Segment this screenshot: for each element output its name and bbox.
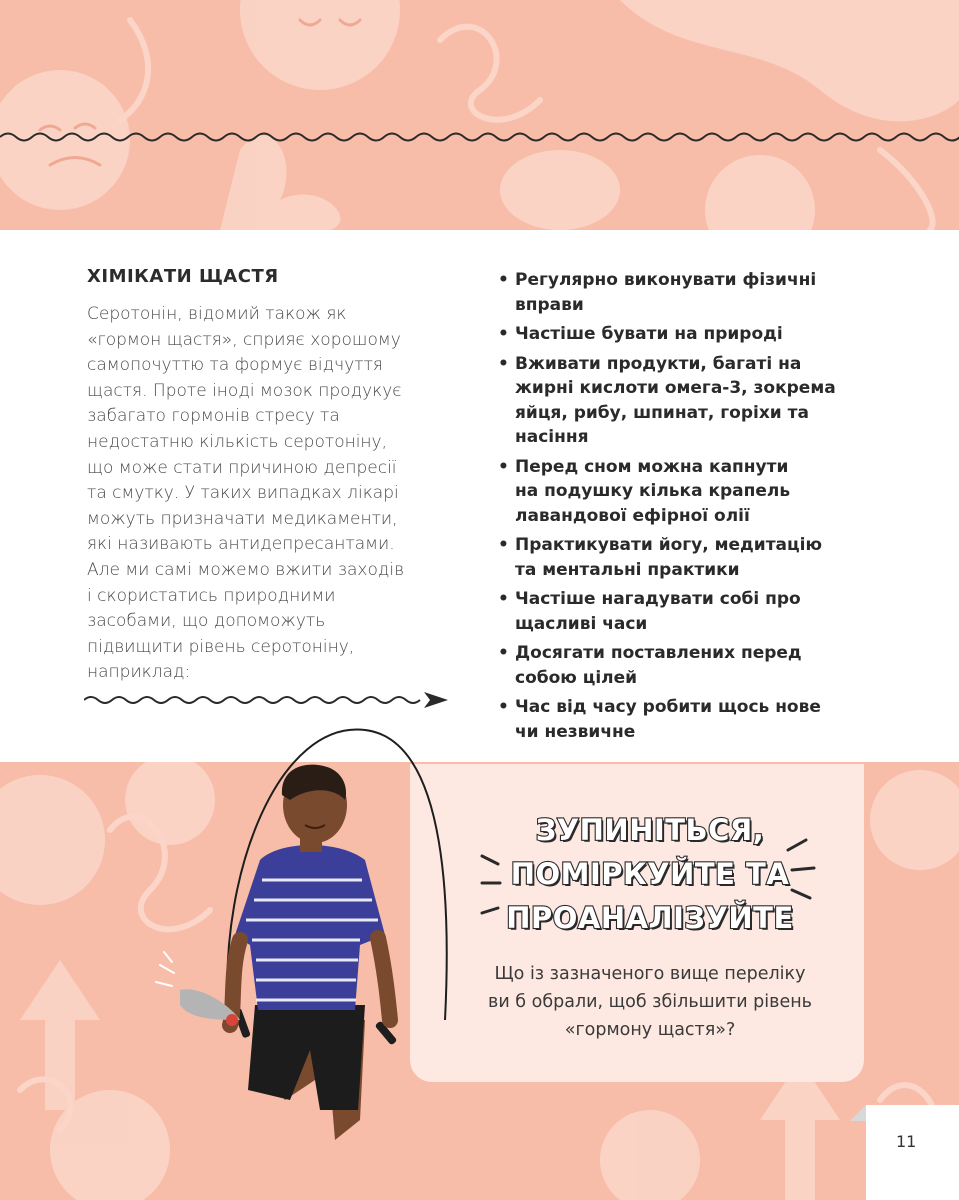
right-burst-lines-icon	[782, 832, 832, 922]
doodle-pattern-top	[0, 0, 959, 230]
list-item: • Частіше нагадувати собі про щасливі часи	[498, 587, 878, 636]
body-line: та смутку. У таких випадках лікарі	[87, 483, 399, 504]
body-line: Серотонін, відомий також як	[87, 304, 347, 324]
body-line: що може стати причиною депресії	[87, 457, 397, 478]
page-number-box	[866, 1105, 959, 1200]
page-corner-fold	[850, 1105, 866, 1121]
top-decorative-band	[0, 0, 959, 230]
list-item: • Перед сном можна капнути на подушку кілька крапель лавандової ефірної олії	[498, 455, 878, 529]
wavy-arrow-icon	[84, 688, 454, 712]
page-number: 11	[896, 1132, 917, 1151]
list-item: • Практикувати йогу, медитацію та ментальні практики	[498, 533, 878, 582]
jump-rope-boy-illustration	[150, 720, 470, 1160]
reflection-question: Що із зазначеного вище переліку ви б обрали, щоб збільшити рівень «гормону щастя»?	[488, 964, 812, 1040]
body-line: щастя. Проте іноді мозок продукує	[87, 380, 402, 401]
body-line: підвищити рівень серотоніну,	[87, 636, 355, 657]
list-item: • Вживати продукти, багаті на жирні кислоти омега-3, зокрема яйця, рибу, шпинат, горіхи та насіння	[498, 352, 878, 450]
body-line: і скористатись природними	[87, 585, 336, 606]
body-line: забагато гормонів стресу та	[87, 406, 340, 427]
body-line: які називають антидепресантами.	[87, 534, 395, 555]
body-line: недостатню кількість серотоніну,	[87, 431, 388, 452]
body-line: можуть призначати медикаменти,	[87, 508, 398, 529]
tips-list	[498, 268, 878, 749]
list-item: • Час від часу робити щось нове чи незвичне	[498, 695, 878, 744]
reflection-title: ЗУПИНІТЬСЯ, ПОМІРКУЙТЕ ТА ПРОАНАЛІЗУЙТЕ	[506, 813, 794, 935]
section-body	[87, 302, 459, 686]
list-item: • Регулярно виконувати фізичні вправи	[498, 268, 878, 317]
body-line: Але ми самі можемо вжити заходів	[87, 559, 405, 580]
list-item: • Частіше бувати на природі	[498, 322, 878, 347]
body-line: самопочуттю та формує відчуття	[87, 355, 383, 376]
section-heading: ХІМІКАТИ ЩАСТЯ	[87, 266, 279, 287]
body-line: наприклад:	[87, 662, 191, 683]
body-line: «гормон щастя», сприяє хорошому	[87, 329, 401, 350]
wavy-divider-top	[0, 134, 959, 141]
left-burst-lines-icon	[478, 838, 528, 918]
list-item: • Досягати поставлених перед собою цілей	[498, 641, 878, 690]
body-line: засобами, що допоможуть	[87, 611, 326, 632]
